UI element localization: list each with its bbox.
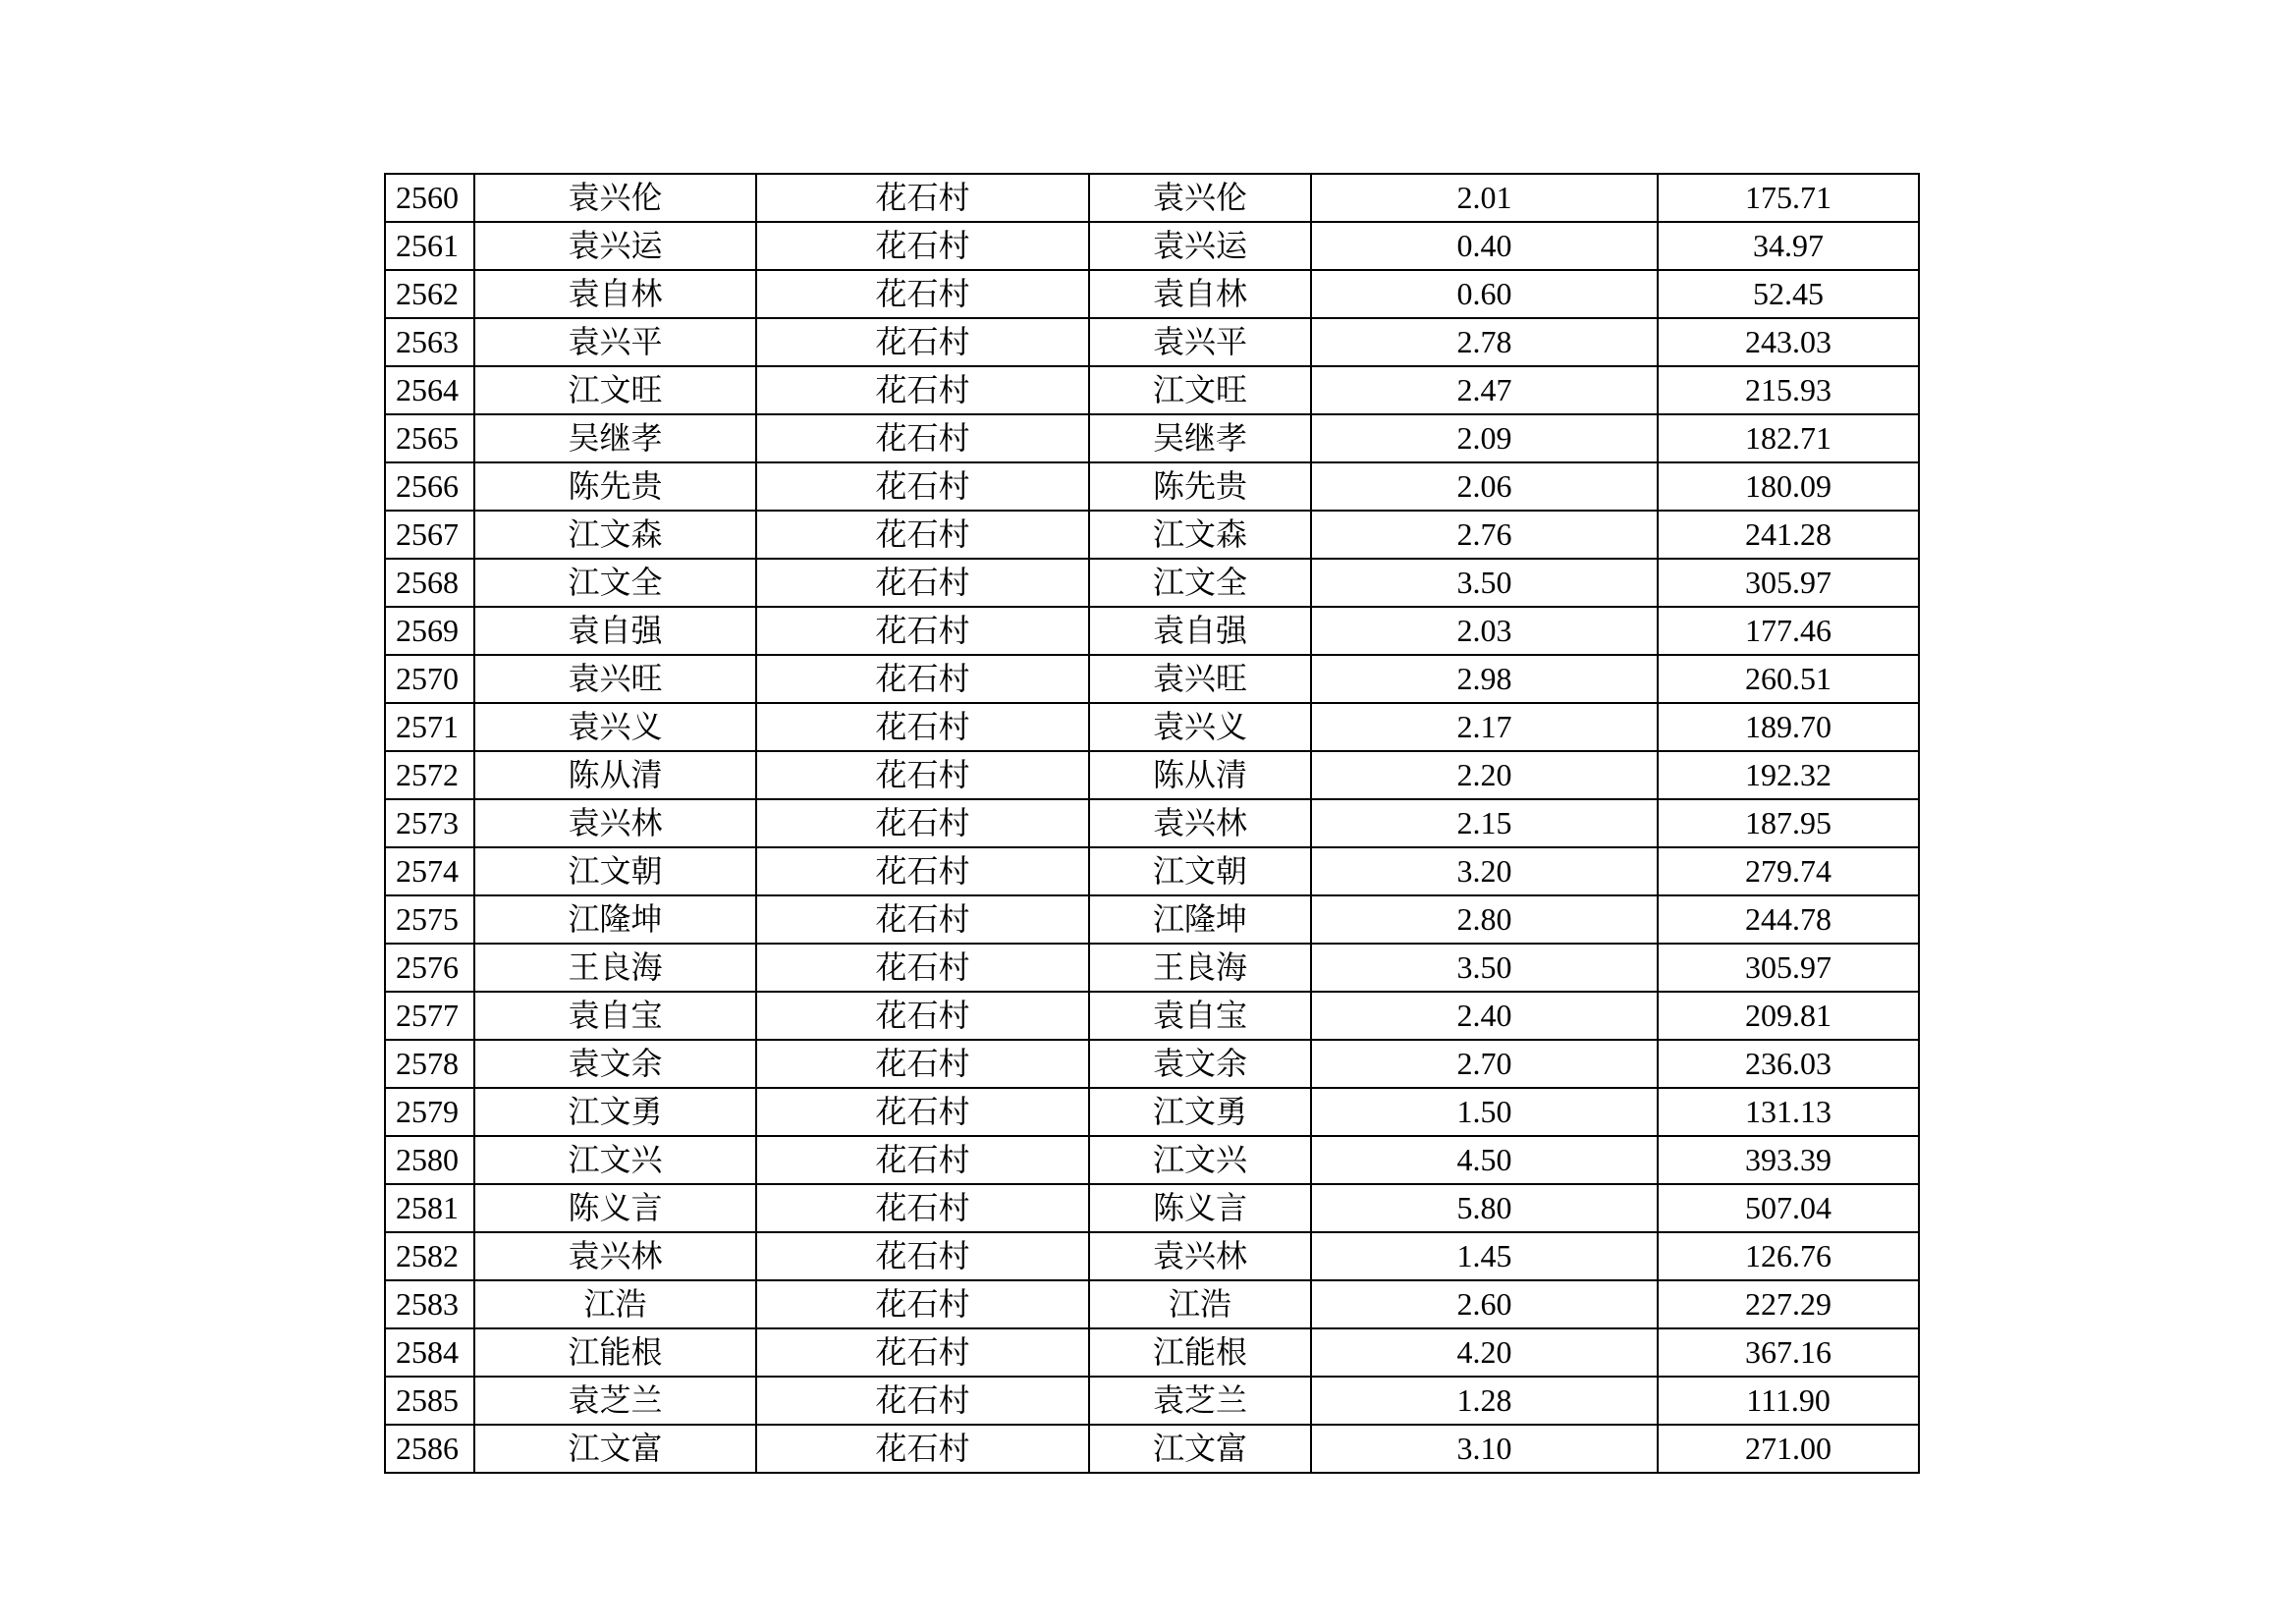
row-number: 2577 — [385, 992, 474, 1040]
holder-cell: 江浩 — [1089, 1280, 1311, 1328]
row-number: 2578 — [385, 1040, 474, 1088]
area-cell: 1.50 — [1311, 1088, 1658, 1136]
table-row — [385, 895, 1919, 944]
row-number: 2576 — [385, 944, 474, 992]
area-cell: 0.40 — [1311, 222, 1658, 270]
area-cell: 2.78 — [1311, 318, 1658, 366]
holder-cell: 江文兴 — [1089, 1136, 1311, 1184]
amount-cell: 215.93 — [1658, 366, 1919, 414]
table-row — [385, 992, 1919, 1040]
name-cell: 袁文余 — [474, 1040, 756, 1088]
table-row — [385, 270, 1919, 318]
holder-cell: 王良海 — [1089, 944, 1311, 992]
row-number: 2582 — [385, 1232, 474, 1280]
area-cell: 2.06 — [1311, 462, 1658, 511]
amount-cell: 187.95 — [1658, 799, 1919, 847]
area-cell: 3.10 — [1311, 1425, 1658, 1473]
name-cell: 江文兴 — [474, 1136, 756, 1184]
row-number: 2560 — [385, 174, 474, 222]
village-cell: 花石村 — [756, 992, 1089, 1040]
name-cell: 袁兴旺 — [474, 655, 756, 703]
holder-cell: 袁自强 — [1089, 607, 1311, 655]
area-cell: 4.20 — [1311, 1328, 1658, 1377]
amount-cell: 189.70 — [1658, 703, 1919, 751]
holder-cell: 江文朝 — [1089, 847, 1311, 895]
village-cell: 花石村 — [756, 414, 1089, 462]
village-cell: 花石村 — [756, 655, 1089, 703]
amount-cell: 393.39 — [1658, 1136, 1919, 1184]
holder-cell: 江文富 — [1089, 1425, 1311, 1473]
village-cell: 花石村 — [756, 1136, 1089, 1184]
table-row — [385, 174, 1919, 222]
name-cell: 吴继孝 — [474, 414, 756, 462]
table-row — [385, 799, 1919, 847]
name-cell: 江文旺 — [474, 366, 756, 414]
village-cell: 花石村 — [756, 511, 1089, 559]
name-cell: 袁兴林 — [474, 799, 756, 847]
name-cell: 江浩 — [474, 1280, 756, 1328]
name-cell: 江文全 — [474, 559, 756, 607]
area-cell: 2.40 — [1311, 992, 1658, 1040]
village-cell: 花石村 — [756, 895, 1089, 944]
village-cell: 花石村 — [756, 799, 1089, 847]
area-cell: 3.50 — [1311, 559, 1658, 607]
amount-cell: 182.71 — [1658, 414, 1919, 462]
area-cell: 2.20 — [1311, 751, 1658, 799]
area-cell: 2.09 — [1311, 414, 1658, 462]
table-row — [385, 318, 1919, 366]
name-cell: 袁兴伦 — [474, 174, 756, 222]
table-row — [385, 462, 1919, 511]
holder-cell: 袁兴义 — [1089, 703, 1311, 751]
amount-cell: 111.90 — [1658, 1377, 1919, 1425]
name-cell: 江隆坤 — [474, 895, 756, 944]
table-row — [385, 703, 1919, 751]
village-cell: 花石村 — [756, 462, 1089, 511]
holder-cell: 袁兴伦 — [1089, 174, 1311, 222]
village-cell: 花石村 — [756, 703, 1089, 751]
amount-cell: 175.71 — [1658, 174, 1919, 222]
area-cell: 5.80 — [1311, 1184, 1658, 1232]
holder-cell: 江能根 — [1089, 1328, 1311, 1377]
name-cell: 袁自强 — [474, 607, 756, 655]
table-row — [385, 944, 1919, 992]
amount-cell: 243.03 — [1658, 318, 1919, 366]
amount-cell: 236.03 — [1658, 1040, 1919, 1088]
amount-cell: 209.81 — [1658, 992, 1919, 1040]
village-cell: 花石村 — [756, 751, 1089, 799]
area-cell: 1.45 — [1311, 1232, 1658, 1280]
table-row — [385, 1425, 1919, 1473]
row-number: 2571 — [385, 703, 474, 751]
table-row — [385, 1232, 1919, 1280]
row-number: 2573 — [385, 799, 474, 847]
holder-cell: 袁自林 — [1089, 270, 1311, 318]
village-cell: 花石村 — [756, 1232, 1089, 1280]
area-cell: 2.80 — [1311, 895, 1658, 944]
area-cell: 2.03 — [1311, 607, 1658, 655]
area-cell: 2.01 — [1311, 174, 1658, 222]
name-cell: 江文森 — [474, 511, 756, 559]
village-cell: 花石村 — [756, 222, 1089, 270]
amount-cell: 367.16 — [1658, 1328, 1919, 1377]
row-number: 2584 — [385, 1328, 474, 1377]
table-row — [385, 366, 1919, 414]
table-row — [385, 1280, 1919, 1328]
area-cell: 2.15 — [1311, 799, 1658, 847]
row-number: 2569 — [385, 607, 474, 655]
amount-cell: 244.78 — [1658, 895, 1919, 944]
amount-cell: 52.45 — [1658, 270, 1919, 318]
row-number: 2565 — [385, 414, 474, 462]
area-cell: 2.98 — [1311, 655, 1658, 703]
holder-cell: 陈先贵 — [1089, 462, 1311, 511]
table-row — [385, 607, 1919, 655]
holder-cell: 袁文余 — [1089, 1040, 1311, 1088]
village-cell: 花石村 — [756, 366, 1089, 414]
row-number: 2572 — [385, 751, 474, 799]
amount-cell: 260.51 — [1658, 655, 1919, 703]
amount-cell: 271.00 — [1658, 1425, 1919, 1473]
name-cell: 陈义言 — [474, 1184, 756, 1232]
row-number: 2564 — [385, 366, 474, 414]
name-cell: 江文朝 — [474, 847, 756, 895]
table-row — [385, 1328, 1919, 1377]
row-number: 2581 — [385, 1184, 474, 1232]
table-row — [385, 751, 1919, 799]
holder-cell: 袁兴旺 — [1089, 655, 1311, 703]
amount-cell: 177.46 — [1658, 607, 1919, 655]
table-row — [385, 1136, 1919, 1184]
amount-cell: 192.32 — [1658, 751, 1919, 799]
holder-cell: 江文勇 — [1089, 1088, 1311, 1136]
name-cell: 江文勇 — [474, 1088, 756, 1136]
table-row — [385, 1184, 1919, 1232]
row-number: 2583 — [385, 1280, 474, 1328]
name-cell: 袁兴林 — [474, 1232, 756, 1280]
row-number: 2574 — [385, 847, 474, 895]
name-cell: 袁兴运 — [474, 222, 756, 270]
area-cell: 0.60 — [1311, 270, 1658, 318]
area-cell: 2.76 — [1311, 511, 1658, 559]
village-cell: 花石村 — [756, 1377, 1089, 1425]
table-row — [385, 1040, 1919, 1088]
table-row — [385, 511, 1919, 559]
table-row — [385, 655, 1919, 703]
village-cell: 花石村 — [756, 847, 1089, 895]
table-row — [385, 1088, 1919, 1136]
row-number: 2579 — [385, 1088, 474, 1136]
table-row — [385, 847, 1919, 895]
village-cell: 花石村 — [756, 1280, 1089, 1328]
village-cell: 花石村 — [756, 1040, 1089, 1088]
name-cell: 江文富 — [474, 1425, 756, 1473]
table-row — [385, 559, 1919, 607]
name-cell: 袁兴平 — [474, 318, 756, 366]
name-cell: 陈先贵 — [474, 462, 756, 511]
data-table — [384, 173, 1920, 1474]
area-cell: 2.17 — [1311, 703, 1658, 751]
holder-cell: 袁兴林 — [1089, 799, 1311, 847]
row-number: 2562 — [385, 270, 474, 318]
holder-cell: 江文森 — [1089, 511, 1311, 559]
holder-cell: 吴继孝 — [1089, 414, 1311, 462]
row-number: 2567 — [385, 511, 474, 559]
name-cell: 陈从清 — [474, 751, 756, 799]
name-cell: 江能根 — [474, 1328, 756, 1377]
holder-cell: 袁兴平 — [1089, 318, 1311, 366]
village-cell: 花石村 — [756, 559, 1089, 607]
name-cell: 袁兴义 — [474, 703, 756, 751]
table-row — [385, 222, 1919, 270]
row-number: 2570 — [385, 655, 474, 703]
row-number: 2568 — [385, 559, 474, 607]
row-number: 2580 — [385, 1136, 474, 1184]
amount-cell: 34.97 — [1658, 222, 1919, 270]
amount-cell: 241.28 — [1658, 511, 1919, 559]
holder-cell: 袁自宝 — [1089, 992, 1311, 1040]
amount-cell: 126.76 — [1658, 1232, 1919, 1280]
area-cell: 4.50 — [1311, 1136, 1658, 1184]
amount-cell: 305.97 — [1658, 944, 1919, 992]
holder-cell: 江隆坤 — [1089, 895, 1311, 944]
holder-cell: 袁芝兰 — [1089, 1377, 1311, 1425]
area-cell: 2.70 — [1311, 1040, 1658, 1088]
village-cell: 花石村 — [756, 174, 1089, 222]
name-cell: 袁芝兰 — [474, 1377, 756, 1425]
amount-cell: 131.13 — [1658, 1088, 1919, 1136]
row-number: 2585 — [385, 1377, 474, 1425]
amount-cell: 279.74 — [1658, 847, 1919, 895]
area-cell: 3.50 — [1311, 944, 1658, 992]
row-number: 2561 — [385, 222, 474, 270]
village-cell: 花石村 — [756, 1184, 1089, 1232]
table-row — [385, 414, 1919, 462]
holder-cell: 江文全 — [1089, 559, 1311, 607]
row-number: 2575 — [385, 895, 474, 944]
village-cell: 花石村 — [756, 1425, 1089, 1473]
area-cell: 1.28 — [1311, 1377, 1658, 1425]
amount-cell: 507.04 — [1658, 1184, 1919, 1232]
holder-cell: 江文旺 — [1089, 366, 1311, 414]
village-cell: 花石村 — [756, 1088, 1089, 1136]
table-body — [385, 174, 1919, 1473]
amount-cell: 305.97 — [1658, 559, 1919, 607]
row-number: 2563 — [385, 318, 474, 366]
row-number: 2566 — [385, 462, 474, 511]
amount-cell: 227.29 — [1658, 1280, 1919, 1328]
holder-cell: 陈从清 — [1089, 751, 1311, 799]
area-cell: 3.20 — [1311, 847, 1658, 895]
area-cell: 2.60 — [1311, 1280, 1658, 1328]
village-cell: 花石村 — [756, 270, 1089, 318]
name-cell: 袁自宝 — [474, 992, 756, 1040]
name-cell: 袁自林 — [474, 270, 756, 318]
holder-cell: 袁兴运 — [1089, 222, 1311, 270]
village-cell: 花石村 — [756, 318, 1089, 366]
holder-cell: 袁兴林 — [1089, 1232, 1311, 1280]
row-number: 2586 — [385, 1425, 474, 1473]
village-cell: 花石村 — [756, 607, 1089, 655]
table-row — [385, 1377, 1919, 1425]
holder-cell: 陈义言 — [1089, 1184, 1311, 1232]
name-cell: 王良海 — [474, 944, 756, 992]
village-cell: 花石村 — [756, 1328, 1089, 1377]
amount-cell: 180.09 — [1658, 462, 1919, 511]
area-cell: 2.47 — [1311, 366, 1658, 414]
village-cell: 花石村 — [756, 944, 1089, 992]
